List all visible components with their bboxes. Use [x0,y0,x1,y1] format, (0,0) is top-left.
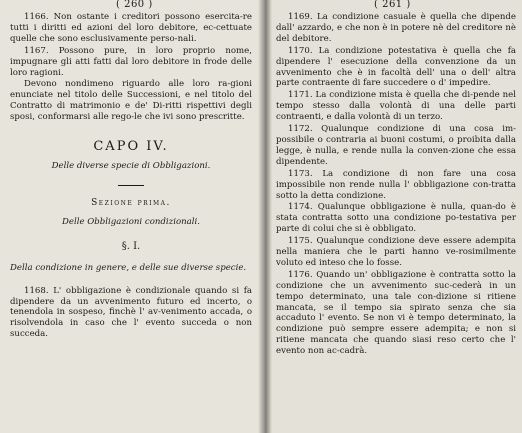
article-1171: 1171. La condizione mista è quella che di-pende nel tempo stesso dalla volontà di una delle parti contraenti, e dalla volontà di un terzo. [276,90,516,123]
article-1166: 1166. Non ostante i creditori possono esercita-re tutti i diritti ed azioni del loro debitore, ec-cettuate quelle che sono esclusivamente perso-nali. [10,12,252,44]
article-1174: 1174. Qualunque obbligazione è nulla, quan-do è stata contratta sotto una condizione po-testativa per parte di colui che si è obbligato. [276,202,516,235]
chapter-title: CAPO IV. [93,139,169,155]
article-1169: 1169. La condizione casuale è quella che dipende dall' azzardo, e che non è in potere nè del creditore nè del debitore. [276,12,516,44]
divider-rule [118,185,144,186]
text-column [276,12,516,357]
article-1176: 1176. Quando un' obbligazione è contratta sotto la condizione che un avvenimento suc-cederà in un tempo determinato, una tale con-dizione si ritiene mancata, se il tempo sia spirato senza che sia accaduto l' evento. Se non vi è tempo determinato, la condizione può sempre essere adempita; e non si ritiene mancata che quando siasi reso certo che l' evento non ac-cadrà. [276,269,516,357]
article-1172: 1172. Qualunque condizione di una cosa im-possibile o contraria ai buoni costumi, o proibita dalla legge, è nulla, e rende nulla la conven-zione che essa dipendente. [276,124,516,167]
article-1173: 1173. La condizione di non fare una cosa impossibile non rende nulla l' obbligazione con-tratta sotto la detta condizione. [276,168,516,201]
paragraph-symbol: §. I. [121,240,141,252]
section-title: Sezione prima. [91,197,171,208]
text-column [10,12,252,340]
article-1168: 1168. L' obbligazione è condizionale quando si fa dipendere da un avvenimento futuro ed incerto, o tenendola in sospeso, finchè l' av-venimento accada, o risolvendola in caso che l' evento succeda o non succeda. [10,285,252,340]
page-number: ( 261 ) [374,0,411,10]
chapter-subtitle: Delle diverse specie di Obbligazioni. [51,161,211,172]
paragraph-subtitle: Della condizione in genere, e delle sue diverse specie. [10,262,247,273]
article-1175: 1175. Qualunque condizione deve essere adempita nella maniera che le parti hanno ve-rosimilmente voluto ed inteso che lo fosse. [276,236,516,268]
article-1167: 1167. Possono pure, in loro proprio nome, impugnare gli atti fatti dal loro debitore in frode delle loro ragioni. [10,45,252,78]
paragraph-continuation: Devono nondimeno riguardo alle loro ra-gioni enunciate nel titolo delle Successioni, e nel titolo del Contratto di matrimonio e de' Di-ritti rispettivi degli sposi, conformarsi alle rego-le che ivi sono prescritte. [10,79,252,123]
page-number: ( 260 ) [116,0,153,10]
right-page [266,0,522,433]
book-gutter [258,0,272,433]
article-1170: 1170. La condizione potestativa è quella che fa dipendere l' esecuzione della convenzione da un avvenimento che è in facoltà dell' una o dell' altra parte contraente di fare succedere o d' impedire. [276,45,516,89]
section-subtitle: Delle Obbligazioni condizionali. [61,216,201,227]
